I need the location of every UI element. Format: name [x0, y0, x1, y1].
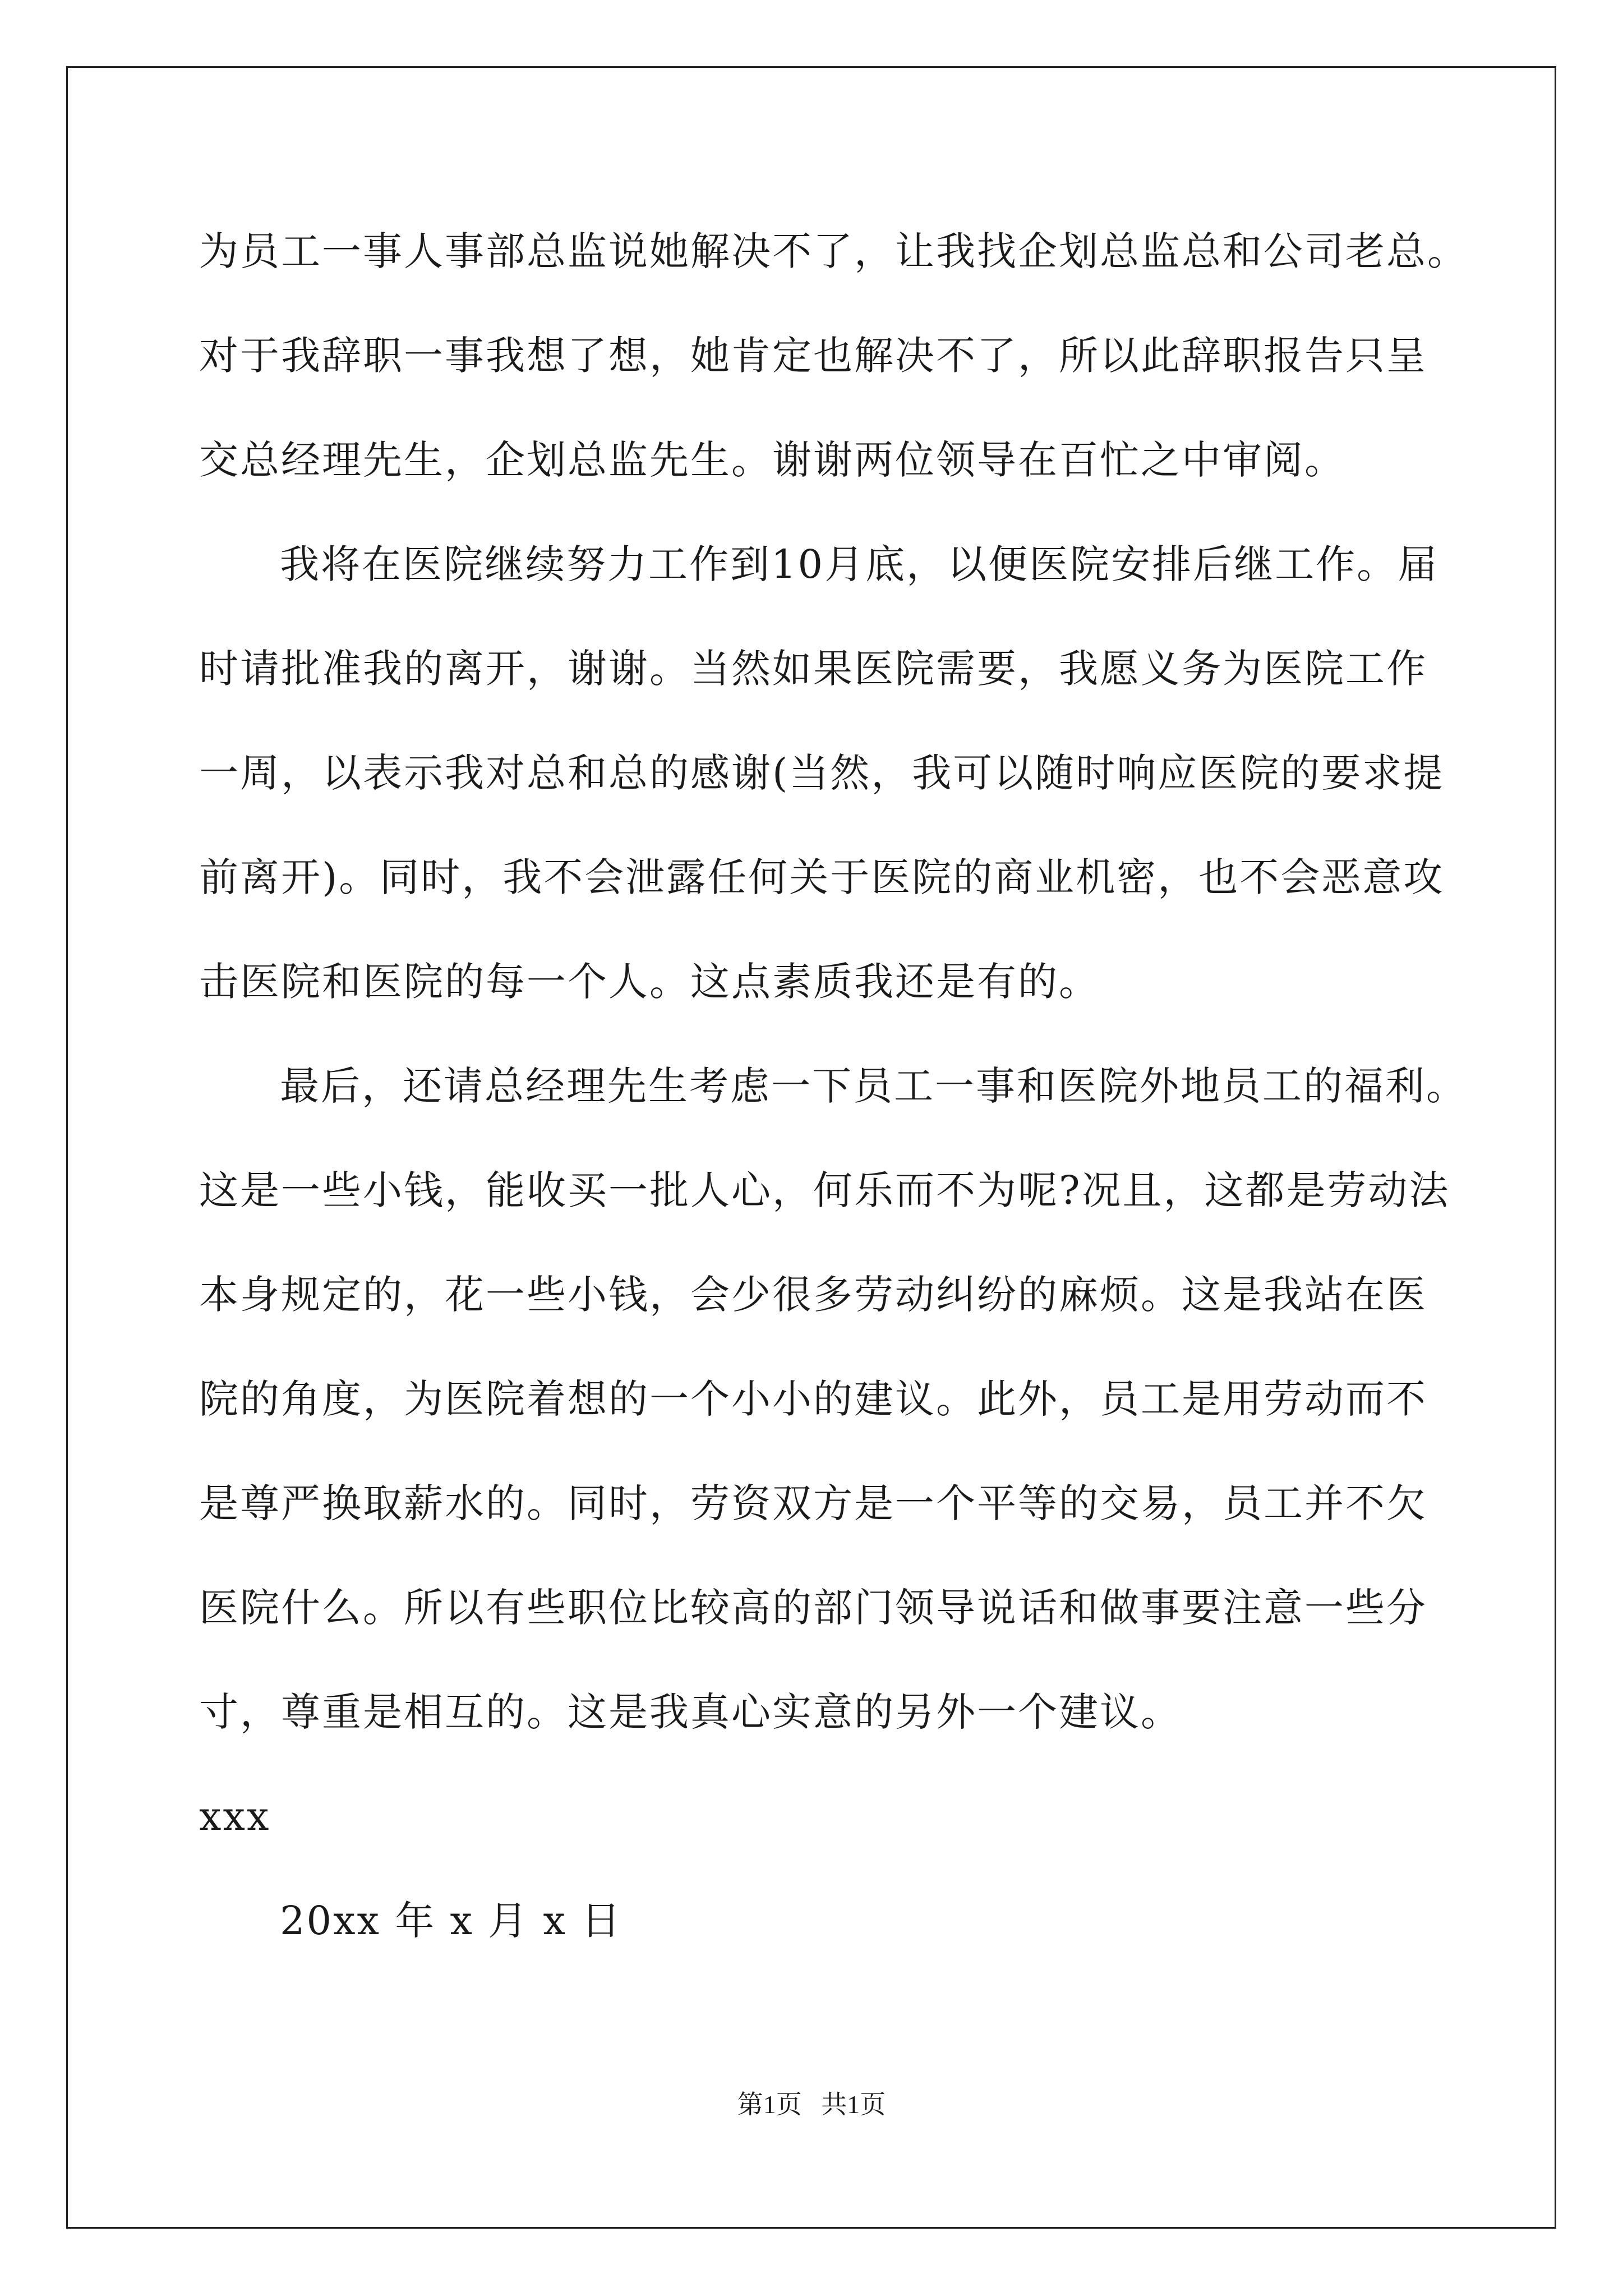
- text-line: 击医院和医院的每一个人。这点素质我还是有的。: [199, 959, 1100, 1005]
- signature: xxx: [199, 1793, 271, 1839]
- text-line: 对于我辞职一事我想了想，她肯定也解决不了，所以此辞职报告只呈: [199, 333, 1427, 379]
- text-line: 是尊严换取薪水的。同时，劳资双方是一个平等的交易，员工并不欠: [199, 1480, 1427, 1526]
- text-line: 一周，以表示我对总和总的感谢(当然，我可以随时响应医院的要求提: [199, 750, 1445, 796]
- text-line: 时请批准我的离开，谢谢。当然如果医院需要，我愿义务为医院工作: [199, 646, 1427, 692]
- text-line: 医院什么。所以有些职位比较高的部门领导说话和做事要注意一些分: [199, 1585, 1427, 1631]
- date-line: 20xx 年 x 月 x 日: [280, 1898, 623, 1944]
- text-line: 前离开)。同时，我不会泄露任何关于医院的商业机密，也不会恶意攻: [199, 854, 1445, 900]
- text-line: 交总经理先生，企划总监先生。谢谢两位领导在百忙之中审阅。: [199, 437, 1345, 483]
- text-line: 本身规定的，花一些小钱，会少很多劳动纠纷的麻烦。这是我站在医: [199, 1272, 1427, 1318]
- paragraph-start-line: 我将在医院继续努力工作到10月底，以便医院安排后继工作。届: [280, 541, 1439, 587]
- paragraph-start-line: 最后，还请总经理先生考虑一下员工一事和医院外地员工的福利。: [280, 1063, 1467, 1109]
- text-line: 寸，尊重是相互的。这是我真心实意的另外一个建议。: [199, 1689, 1182, 1735]
- text-line: 院的角度，为医院着想的一个小小的建议。此外，员工是用劳动而不: [199, 1376, 1427, 1422]
- text-line: 这是一些小钱，能收买一批人心，何乐而不为呢?况且，这都是劳动法: [199, 1167, 1450, 1213]
- page-number: 第1页 共1页: [737, 2090, 886, 2119]
- letter-body: [199, 224, 1468, 1998]
- text-line: 为员工一事人事部总监说她解决不了，让我找企划总监总和公司老总。: [199, 228, 1468, 274]
